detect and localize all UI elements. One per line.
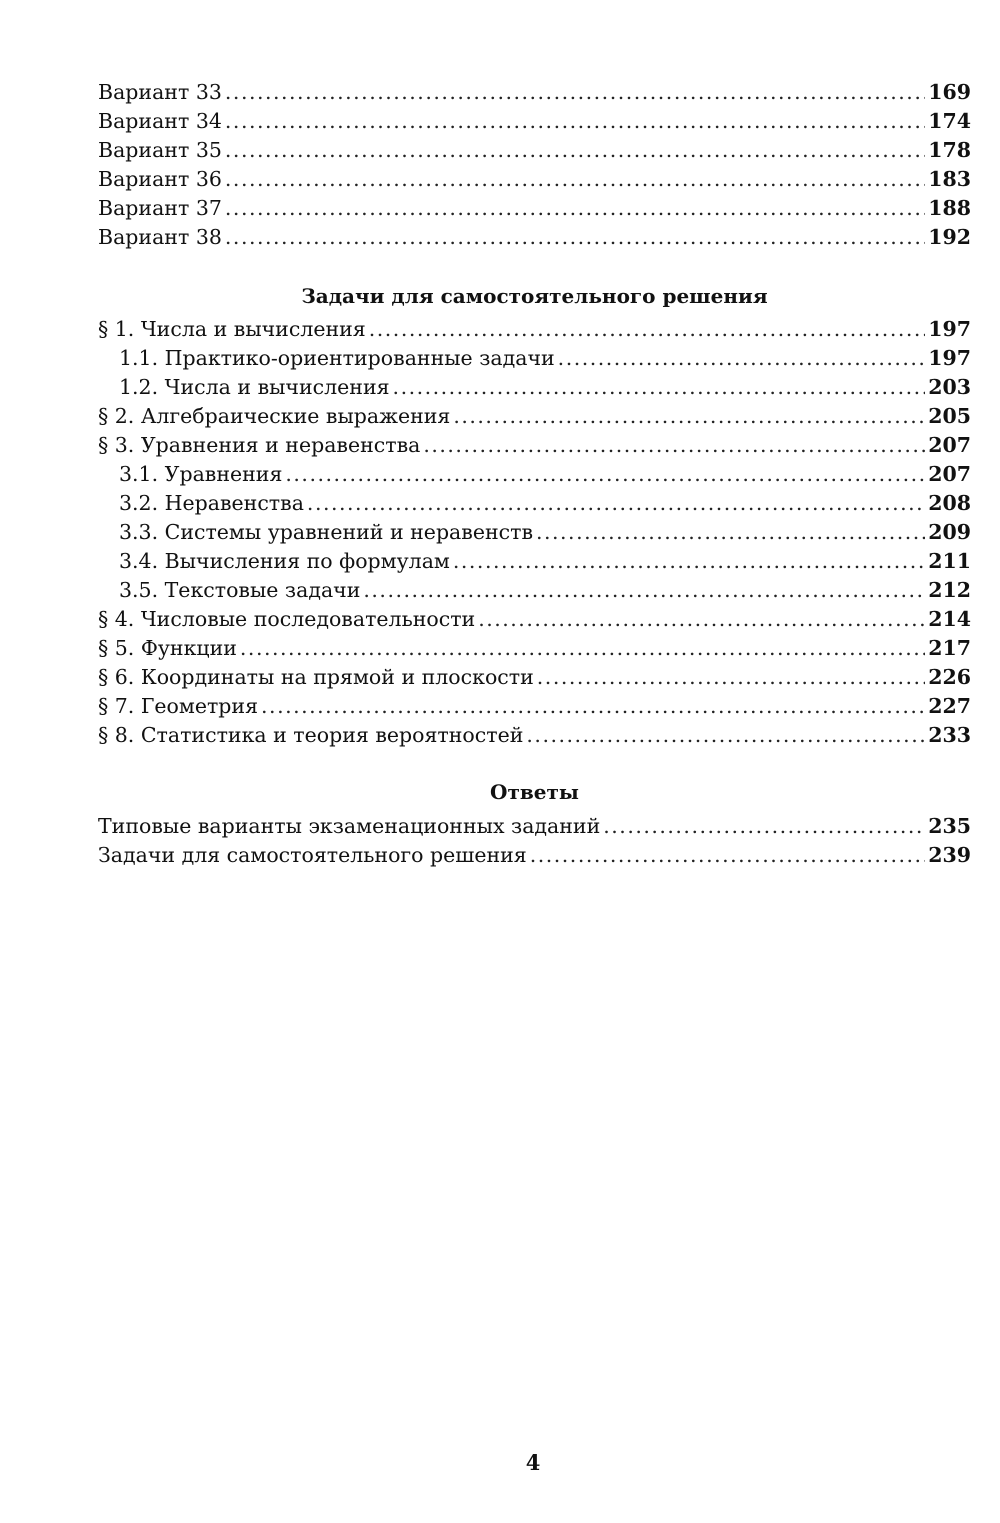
toc-entry-title: § 8. Статистика и теория вероятностей bbox=[98, 723, 524, 747]
toc-entry-subsection-1-1[interactable] bbox=[98, 344, 971, 373]
toc-entry-page: 197 bbox=[928, 346, 971, 370]
toc-entry-page: 178 bbox=[928, 138, 971, 162]
toc-entry-title: § 6. Координаты на прямой и плоскости bbox=[98, 665, 534, 689]
section-heading-answers: Ответы bbox=[490, 780, 579, 804]
toc-entry-title: 3.5. Текстовые задачи bbox=[119, 578, 361, 602]
toc-entry-title: Вариант 38 bbox=[98, 225, 222, 249]
toc-entry-title: Вариант 33 bbox=[98, 80, 222, 104]
toc-entry-variant-38[interactable] bbox=[98, 223, 971, 252]
toc-entry-title: § 2. Алгебраические выражения bbox=[98, 404, 451, 428]
toc-entry-page: 227 bbox=[928, 694, 971, 718]
toc-entry-variant-35[interactable] bbox=[98, 136, 971, 165]
toc-entry-page: 205 bbox=[928, 404, 971, 428]
dot-leader bbox=[369, 315, 925, 344]
toc-entry-title: Вариант 37 bbox=[98, 196, 222, 220]
toc-entry-variant-37[interactable] bbox=[98, 194, 971, 223]
dot-leader bbox=[225, 194, 925, 223]
toc-entry-page: 217 bbox=[928, 636, 971, 660]
toc-entry-page: 203 bbox=[928, 375, 971, 399]
answers-list bbox=[98, 812, 971, 870]
variants-list bbox=[98, 78, 971, 252]
toc-entry-page: 174 bbox=[928, 109, 971, 133]
dot-leader bbox=[261, 692, 925, 721]
dot-leader bbox=[478, 605, 925, 634]
toc-entry-title: § 4. Числовые последовательности bbox=[98, 607, 476, 631]
toc-entry-page: 192 bbox=[928, 225, 971, 249]
toc-entry-title: 3.4. Вычисления по формулам bbox=[119, 549, 450, 573]
toc-entry-variant-34[interactable] bbox=[98, 107, 971, 136]
toc-entry-subsection-3-1[interactable] bbox=[98, 460, 971, 489]
toc-entry-page: 207 bbox=[928, 433, 971, 457]
toc-entry-page: 226 bbox=[928, 665, 971, 689]
toc-entry-subsection-3-3[interactable] bbox=[98, 518, 971, 547]
toc-entry-page: 183 bbox=[928, 167, 971, 191]
toc-entry-page: 233 bbox=[928, 723, 971, 747]
dot-leader bbox=[240, 634, 925, 663]
toc-entry-title: Типовые варианты экзаменационных заданий bbox=[98, 814, 601, 838]
toc-entry-title: § 3. Уравнения и неравенства bbox=[98, 433, 421, 457]
dot-leader bbox=[603, 812, 925, 841]
dot-leader bbox=[225, 78, 925, 107]
dot-leader bbox=[453, 547, 925, 576]
dot-leader bbox=[530, 841, 925, 870]
toc-entry-title: 3.2. Неравенства bbox=[119, 491, 304, 515]
toc-entry-section-3[interactable] bbox=[98, 431, 971, 460]
toc-entry-page: 214 bbox=[928, 607, 971, 631]
toc-entry-title: § 1. Числа и вычисления bbox=[98, 317, 366, 341]
dot-leader bbox=[225, 107, 925, 136]
toc-entry-title: Вариант 36 bbox=[98, 167, 222, 191]
toc-entry-title: § 5. Функции bbox=[98, 636, 237, 660]
toc-entry-title: Задачи для самостоятельного решения bbox=[98, 843, 527, 867]
dot-leader bbox=[558, 344, 926, 373]
page-number: 4 bbox=[525, 1450, 541, 1475]
toc-entry-section-2[interactable] bbox=[98, 402, 971, 431]
toc-entry-section-1[interactable] bbox=[98, 315, 971, 344]
dot-leader bbox=[526, 721, 925, 750]
toc-entry-page: 211 bbox=[928, 549, 971, 573]
toc-entry-answers-variants[interactable] bbox=[98, 812, 971, 841]
dot-leader bbox=[363, 576, 925, 605]
dot-leader bbox=[537, 663, 925, 692]
dot-leader bbox=[285, 460, 925, 489]
dot-leader bbox=[453, 402, 925, 431]
toc-entry-section-6[interactable] bbox=[98, 663, 971, 692]
toc-entry-title: 1.2. Числа и вычисления bbox=[119, 375, 390, 399]
dot-leader bbox=[225, 223, 925, 252]
toc-entry-subsection-3-2[interactable] bbox=[98, 489, 971, 518]
toc-entry-section-4[interactable] bbox=[98, 605, 971, 634]
toc-entry-section-5[interactable] bbox=[98, 634, 971, 663]
toc-entry-page: 207 bbox=[928, 462, 971, 486]
toc-entry-title: § 7. Геометрия bbox=[98, 694, 259, 718]
toc-entry-title: 3.1. Уравнения bbox=[119, 462, 283, 486]
dot-leader bbox=[423, 431, 925, 460]
dot-leader bbox=[536, 518, 925, 547]
toc-entry-page: 209 bbox=[928, 520, 971, 544]
toc-entry-page: 208 bbox=[928, 491, 971, 515]
toc-entry-page: 169 bbox=[928, 80, 971, 104]
toc-entry-subsection-3-5[interactable] bbox=[98, 576, 971, 605]
dot-leader bbox=[225, 136, 925, 165]
toc-entry-subsection-3-4[interactable] bbox=[98, 547, 971, 576]
toc-entry-page: 239 bbox=[928, 843, 971, 867]
toc-entry-subsection-1-2[interactable] bbox=[98, 373, 971, 402]
toc-entry-page: 197 bbox=[928, 317, 971, 341]
toc-entry-section-7[interactable] bbox=[98, 692, 971, 721]
dot-leader bbox=[393, 373, 926, 402]
toc-entry-page: 235 bbox=[928, 814, 971, 838]
toc-entry-title: 1.1. Практико-ориентированные задачи bbox=[119, 346, 555, 370]
toc-entry-answers-self-study[interactable] bbox=[98, 841, 971, 870]
toc-entry-title: Вариант 34 bbox=[98, 109, 222, 133]
toc-entry-page: 212 bbox=[928, 578, 971, 602]
toc-entry-title: 3.3. Системы уравнений и неравенств bbox=[119, 520, 533, 544]
toc-entry-section-8[interactable] bbox=[98, 721, 971, 750]
self-study-list bbox=[98, 315, 971, 750]
toc-entry-page: 188 bbox=[928, 196, 971, 220]
toc-entry-variant-36[interactable] bbox=[98, 165, 971, 194]
section-heading-self-study: Задачи для самостоятельного решения bbox=[301, 284, 768, 308]
dot-leader bbox=[225, 165, 925, 194]
toc-entry-variant-33[interactable] bbox=[98, 78, 971, 107]
toc-entry-title: Вариант 35 bbox=[98, 138, 222, 162]
dot-leader bbox=[307, 489, 925, 518]
table-of-contents bbox=[98, 78, 971, 870]
